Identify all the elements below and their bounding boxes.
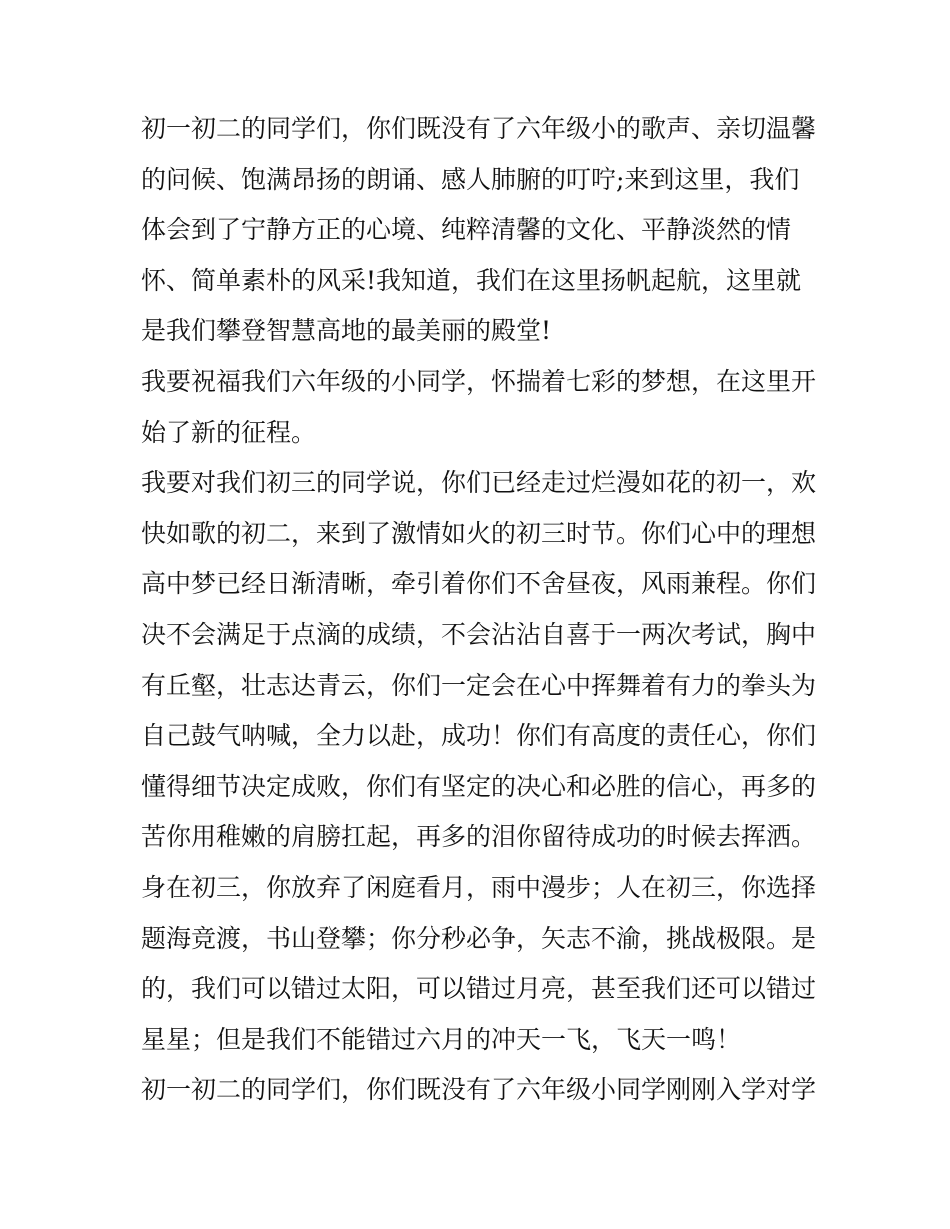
text-line: 题海竞渡，书山登攀；你分秒必争，矢志不渝，挑战极限。是	[141, 923, 817, 953]
text-line: 快如歌的初二，来到了激情如火的初三时节。你们心中的理想	[141, 518, 817, 548]
body-text	[141, 104, 821, 1116]
text-line: 自己鼓气呐喊，全力以赴，成功！你们有高度的责任心，你们	[141, 721, 817, 751]
text-line: 身在初三，你放弃了闲庭看月，雨中漫步；人在初三，你选择	[141, 872, 817, 902]
text-line: 决不会满足于点滴的成绩，不会沾沾自喜于一两次考试，胸中	[141, 619, 817, 649]
text-line: 体会到了宁静方正的心境、纯粹清馨的文化、平静淡然的情	[141, 215, 792, 245]
text-line: 怀、简单素朴的风采!我知道，我们在这里扬帆起航，这里就	[141, 265, 802, 295]
text-line: 星星；但是我们不能错过六月的冲天一飞，飞天一鸣！	[141, 1024, 742, 1054]
text-line: 高中梦已经日渐清晰，牵引着你们不舍昼夜，风雨兼程。你们	[141, 569, 817, 599]
text-line: 初一初二的同学们，你们既没有了六年级小的歌声、亲切温馨	[141, 114, 817, 143]
text-line: 苦你用稚嫩的肩膀扛起，再多的泪你留待成功的时候去挥洒。	[141, 822, 817, 852]
text-line: 初一初二的同学们，你们既没有了六年级小同学刚刚入学对学	[141, 1075, 817, 1105]
text-line: 我要祝福我们六年级的小同学，怀揣着七彩的梦想，在这里开	[141, 366, 817, 396]
text-line: 我要对我们初三的同学说，你们已经走过烂漫如花的初一，欢	[141, 468, 817, 498]
text-line: 是我们攀登智慧高地的最美丽的殿堂!	[141, 316, 552, 346]
text-line: 懂得细节决定成败，你们有坚定的决心和必胜的信心，再多的	[141, 771, 817, 801]
text-line: 有丘壑，壮志达青云，你们一定会在心中挥舞着有力的拳头为	[141, 670, 817, 700]
text-line: 的问候、饱满昂扬的朗诵、感人肺腑的叮咛;来到这里，我们	[141, 164, 800, 194]
text-line: 的，我们可以错过太阳，可以错过月亮，甚至我们还可以错过	[141, 974, 817, 1004]
text-line: 始了新的征程。	[141, 417, 317, 447]
